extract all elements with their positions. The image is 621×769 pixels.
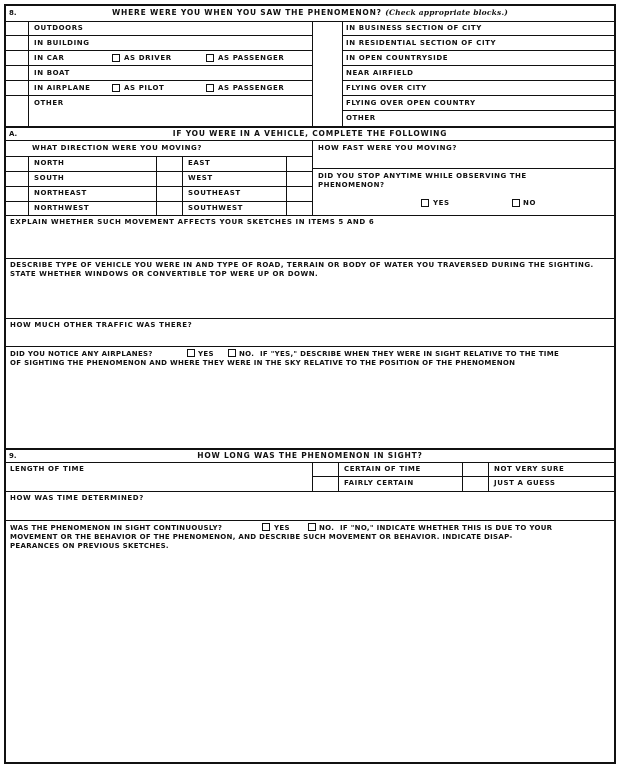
label-outdoors: OUTDOORS — [34, 24, 84, 32]
label-in-car: IN CAR — [34, 54, 65, 62]
traffic-answer-area[interactable] — [6, 331, 614, 346]
section-8-number: 8. — [9, 9, 17, 17]
continuous-question-lead: WAS THE PHENOMENON IN SIGHT CONTINUOUSLY? — [10, 524, 223, 532]
airplanes-yes-label: YES — [198, 350, 214, 358]
label-other-left: OTHER — [34, 99, 64, 107]
direction-east: EAST — [188, 159, 211, 167]
fairly-certain-label: FAIRLY CERTAIN — [344, 479, 414, 487]
stop-question: DID YOU STOP ANYTIME WHILE OBSERVING THE PHENOMENON? — [318, 172, 527, 189]
stop-no-label: NO — [523, 199, 537, 207]
label-in-building: IN BUILDING — [34, 39, 90, 47]
label-residential-section: IN RESIDENTIAL SECTION OF CITY — [346, 39, 497, 47]
movement-answer-area[interactable] — [6, 228, 614, 258]
car-as-passenger-checkbox[interactable] — [206, 54, 214, 62]
as-driver-checkbox[interactable] — [112, 54, 120, 62]
continuous-answer-area[interactable] — [6, 554, 614, 762]
time-determined-question: HOW WAS TIME DETERMINED? — [10, 494, 144, 502]
just-a-guess-label: JUST A GUESS — [494, 479, 556, 487]
time-determined-answer-area[interactable] — [6, 504, 614, 520]
label-flying-over-open-country: FLYING OVER OPEN COUNTRY — [346, 99, 476, 107]
label-airplane-as-passenger: AS PASSENGER — [218, 84, 285, 92]
direction-southeast: SOUTHEAST — [188, 189, 241, 197]
airplanes-answer-area[interactable] — [6, 370, 614, 448]
label-near-airfield: NEAR AIRFIELD — [346, 69, 414, 77]
section-a-number: A. — [9, 130, 18, 138]
fairly-certain-box[interactable] — [313, 477, 338, 490]
direction-southwest: SOUTHWEST — [188, 204, 244, 212]
airplanes-question-rest: IF "YES," DESCRIBE WHEN THEY WERE IN SIGHT RELATIVE TO THE TIME — [260, 350, 560, 358]
stop-no-checkbox[interactable] — [512, 199, 520, 207]
label-in-boat: IN BOAT — [34, 69, 70, 77]
airplanes-yes-checkbox[interactable] — [187, 349, 195, 357]
continuous-question-rest: IF "NO," INDICATE WHETHER THIS IS DUE TO YOUR — [340, 524, 553, 532]
continuous-question-line2: MOVEMENT OR THE BEHAVIOR OF THE PHENOMENON, AND DESCRIBE SUCH MOVEMENT OR BEHAVIOR. INDICATE DISAP- — [10, 533, 513, 541]
vehicle-answer-area[interactable] — [6, 282, 614, 318]
label-open-countryside: IN OPEN COUNTRYSIDE — [346, 54, 449, 62]
airplanes-no-checkbox[interactable] — [228, 349, 236, 357]
continuous-no-label: NO. — [319, 524, 335, 532]
airplanes-question-lead: DID YOU NOTICE ANY AIRPLANES? — [10, 350, 153, 358]
certain-of-time-label: CERTAIN OF TIME — [344, 465, 421, 473]
just-a-guess-box[interactable] — [463, 477, 488, 490]
speed-question: HOW FAST WERE YOU MOVING? — [318, 144, 458, 152]
continuous-yes-label: YES — [274, 524, 290, 532]
section-9-number: 9. — [9, 452, 17, 460]
label-business-section: IN BUSINESS SECTION OF CITY — [346, 24, 482, 32]
direction-question: WHAT DIRECTION WERE YOU MOVING? — [32, 144, 203, 152]
label-car-as-passenger: AS PASSENGER — [218, 54, 285, 62]
stop-yes-checkbox[interactable] — [421, 199, 429, 207]
label-as-pilot: AS PILOT — [124, 84, 165, 92]
length-of-time-label: LENGTH OF TIME — [10, 465, 85, 473]
label-flying-over-city: FLYING OVER CITY — [346, 84, 427, 92]
label-in-airplane: IN AIRPLANE — [34, 84, 91, 92]
certain-of-time-box[interactable] — [313, 463, 338, 476]
direction-northeast: NORTHEAST — [34, 189, 87, 197]
airplane-as-passenger-checkbox[interactable] — [206, 84, 214, 92]
airplanes-no-label: NO. — [239, 350, 255, 358]
direction-northwest: NORTHWEST — [34, 204, 90, 212]
section-8-heading: WHERE WERE YOU WHEN YOU SAW THE PHENOMENON? (Check appropriate blocks.) — [111, 8, 509, 17]
stop-yes-label: YES — [433, 199, 450, 207]
not-very-sure-box[interactable] — [463, 463, 488, 476]
direction-west: WEST — [188, 174, 213, 182]
continuous-no-checkbox[interactable] — [308, 523, 316, 531]
length-of-time-field[interactable] — [86, 463, 312, 491]
section-9-heading: HOW LONG WAS THE PHENOMENON IN SIGHT? — [197, 451, 423, 460]
traffic-question: HOW MUCH OTHER TRAFFIC WAS THERE? — [10, 321, 193, 329]
as-pilot-checkbox[interactable] — [112, 84, 120, 92]
section-a-heading: IF YOU WERE IN A VEHICLE, COMPLETE THE FOLLOWING — [172, 129, 448, 138]
movement-question: EXPLAIN WHETHER SUCH MOVEMENT AFFECTS YOUR SKETCHES IN ITEMS 5 AND 6 — [10, 218, 375, 226]
continuous-yes-checkbox[interactable] — [262, 523, 270, 531]
sighting-report-form — [4, 4, 616, 764]
not-very-sure-label: NOT VERY SURE — [494, 465, 565, 473]
continuous-question-line3: PEARANCES ON PREVIOUS SKETCHES. — [10, 542, 169, 550]
airplanes-question-line2: OF SIGHTING THE PHENOMENON AND WHERE THEY WERE IN THE SKY RELATIVE TO THE POSITION OF THE PHENOMENON — [10, 359, 516, 367]
direction-north: NORTH — [34, 159, 65, 167]
label-other-right: OTHER — [346, 114, 376, 122]
label-as-driver: AS DRIVER — [124, 54, 172, 62]
direction-south: SOUTH — [34, 174, 65, 182]
vehicle-question: DESCRIBE TYPE OF VEHICLE YOU WERE IN AND TYPE OF ROAD, TERRAIN OR BODY OF WATER YOU TRAVERSED DURING THE SIGHTING. STATE WHETHER WINDOWS OR CONVERTIBLE TOP WERE UP OR DOWN. — [10, 261, 594, 278]
